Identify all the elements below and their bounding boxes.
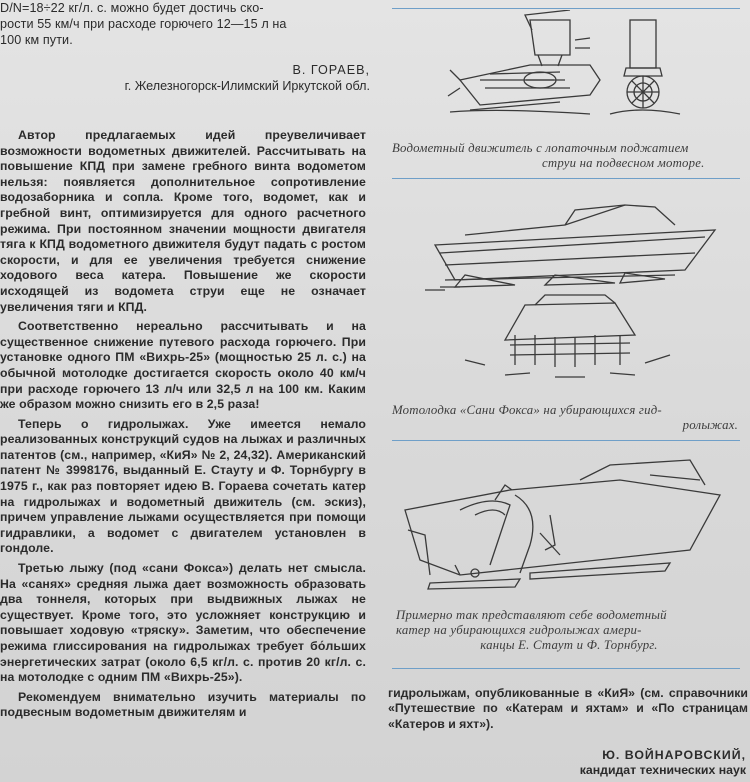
caption-fig3-line-2: катер на убирающихся гидролыжах амери-: [396, 623, 642, 637]
paragraph-5: Рекомендуем внимательно изучить материалы по подвесным водометным движителям и: [0, 689, 366, 720]
caption-fig2-line-1: Мотолодка «Сани Фокса» на убирающихся гид-: [392, 403, 662, 417]
top-line-3: 100 км пути.: [0, 33, 73, 47]
signature-gorayev: [0, 62, 370, 94]
author-name: В. ГОРАЕВ,: [292, 63, 370, 77]
rule-top: [392, 8, 740, 9]
paragraph-2: Соответственно нереально рассчитывать и на существенное снижение путевого расхода горючего. При установке одного ПМ «Вихрь-25» (мощностью 25 л. с.) на обычной мотолодке достигается скорость около 40 км/ч при расходе горючего 13 л/ч или 32,5 л на 100 км. Каким же образом можно снизить его в 2,5 раза!: [0, 319, 366, 412]
caption-fig1-line-1: Водометный движитель с лопаточным поджатием: [392, 141, 689, 155]
author-place: г. Железногорск-Илимский Иркутской обл.: [124, 79, 370, 93]
rule-4: [392, 668, 740, 669]
waterjet-drawing: [440, 10, 720, 120]
paragraph-4: Третью лыжу (под «сани Фокса») делать нет смысла. На «санях» средняя лыжа дает возможность образовать два тоннеля, которых при выдвижных лыжах не существует. Кроме того, это усложняет конструкцию и повышает ходовую «тряску». Заметим, что обеспечение режима глиссирования на гидролыжах требует бо́льших энергетических затрат (около 6,5 кг/л. с. против 20 кг/л. с. на мотолодке с одним ПМ «Вихрь-25»).: [0, 561, 366, 685]
fox-sled-boat-drawing: [425, 195, 725, 395]
caption-fig2-line-2: ролыжах.: [682, 418, 738, 432]
top-line-2: рости 55 км/ч при расходе горючего 12—15 л на: [0, 17, 287, 31]
caption-fig3-line-3: канцы Е. Стаут и Ф. Торнбург.: [480, 638, 658, 652]
top-line-1: D/N=18÷22 кг/л. с. можно будет достичь ско-: [0, 1, 264, 15]
author-name-2: Ю. ВОЙНАРОВСКИЙ,: [602, 748, 746, 762]
caption-fig2: [392, 403, 742, 433]
right-column-text: гидролыжам, опубликованные в «КиЯ» (см. справочники «Путешествие по «Катерам и яхтам» и «По страницам «Катеров и яхт»).: [388, 686, 748, 731]
rule-3: [392, 440, 740, 441]
paragraph-3: Теперь о гидролыжах. Уже имеется немало реализованных конструкций судов на лыжах и различных патентов (см., например, «КиЯ» № 2, 24,32). Американский патент № 3998176, выданный Е. Стауту и Ф. Торнбургу в 1975 г., как раз повторяет идею В. Гораева сочетать катер на гидролыжах и водометный движитель (см. эскиз), причем управление лыжами осуществляется при помощи гидравлики, а водомет с двигателем установлен в гондоле.: [0, 416, 366, 556]
article-body: [0, 128, 366, 721]
stout-thornburg-boat-drawing: [400, 455, 735, 595]
rule-2: [392, 178, 740, 179]
caption-fig1-line-2: струи на подвесном моторе.: [542, 156, 705, 170]
caption-fig1: [392, 141, 740, 171]
paragraph-1: Автор предлагаемых идей преувеличивает возможности водометных движителей. Рассчитывать на повышение КПД при замене гребного винта водометом нельзя: появляется дополнительное сопротивление водозаборника и сопла. Кроме того, водомет, как и гребной винт, оптимизируется для одного расчетного режима. При постоянном значении мощности двигателя тяга к КПД водометного движителя будут падать с ростом скорости, и для ее увеличения требуется снижение ходового веса катера. Повышение же скорости исходящей из водомета струи еще не означает увеличения тяги и КПД.: [0, 128, 366, 314]
author-title-2: кандидат технических наук: [579, 763, 746, 777]
signature-voynarovsky: [388, 748, 746, 778]
caption-fig3-line-1: Примерно так представляют себе водометный: [396, 608, 667, 622]
caption-fig3: [396, 608, 742, 653]
